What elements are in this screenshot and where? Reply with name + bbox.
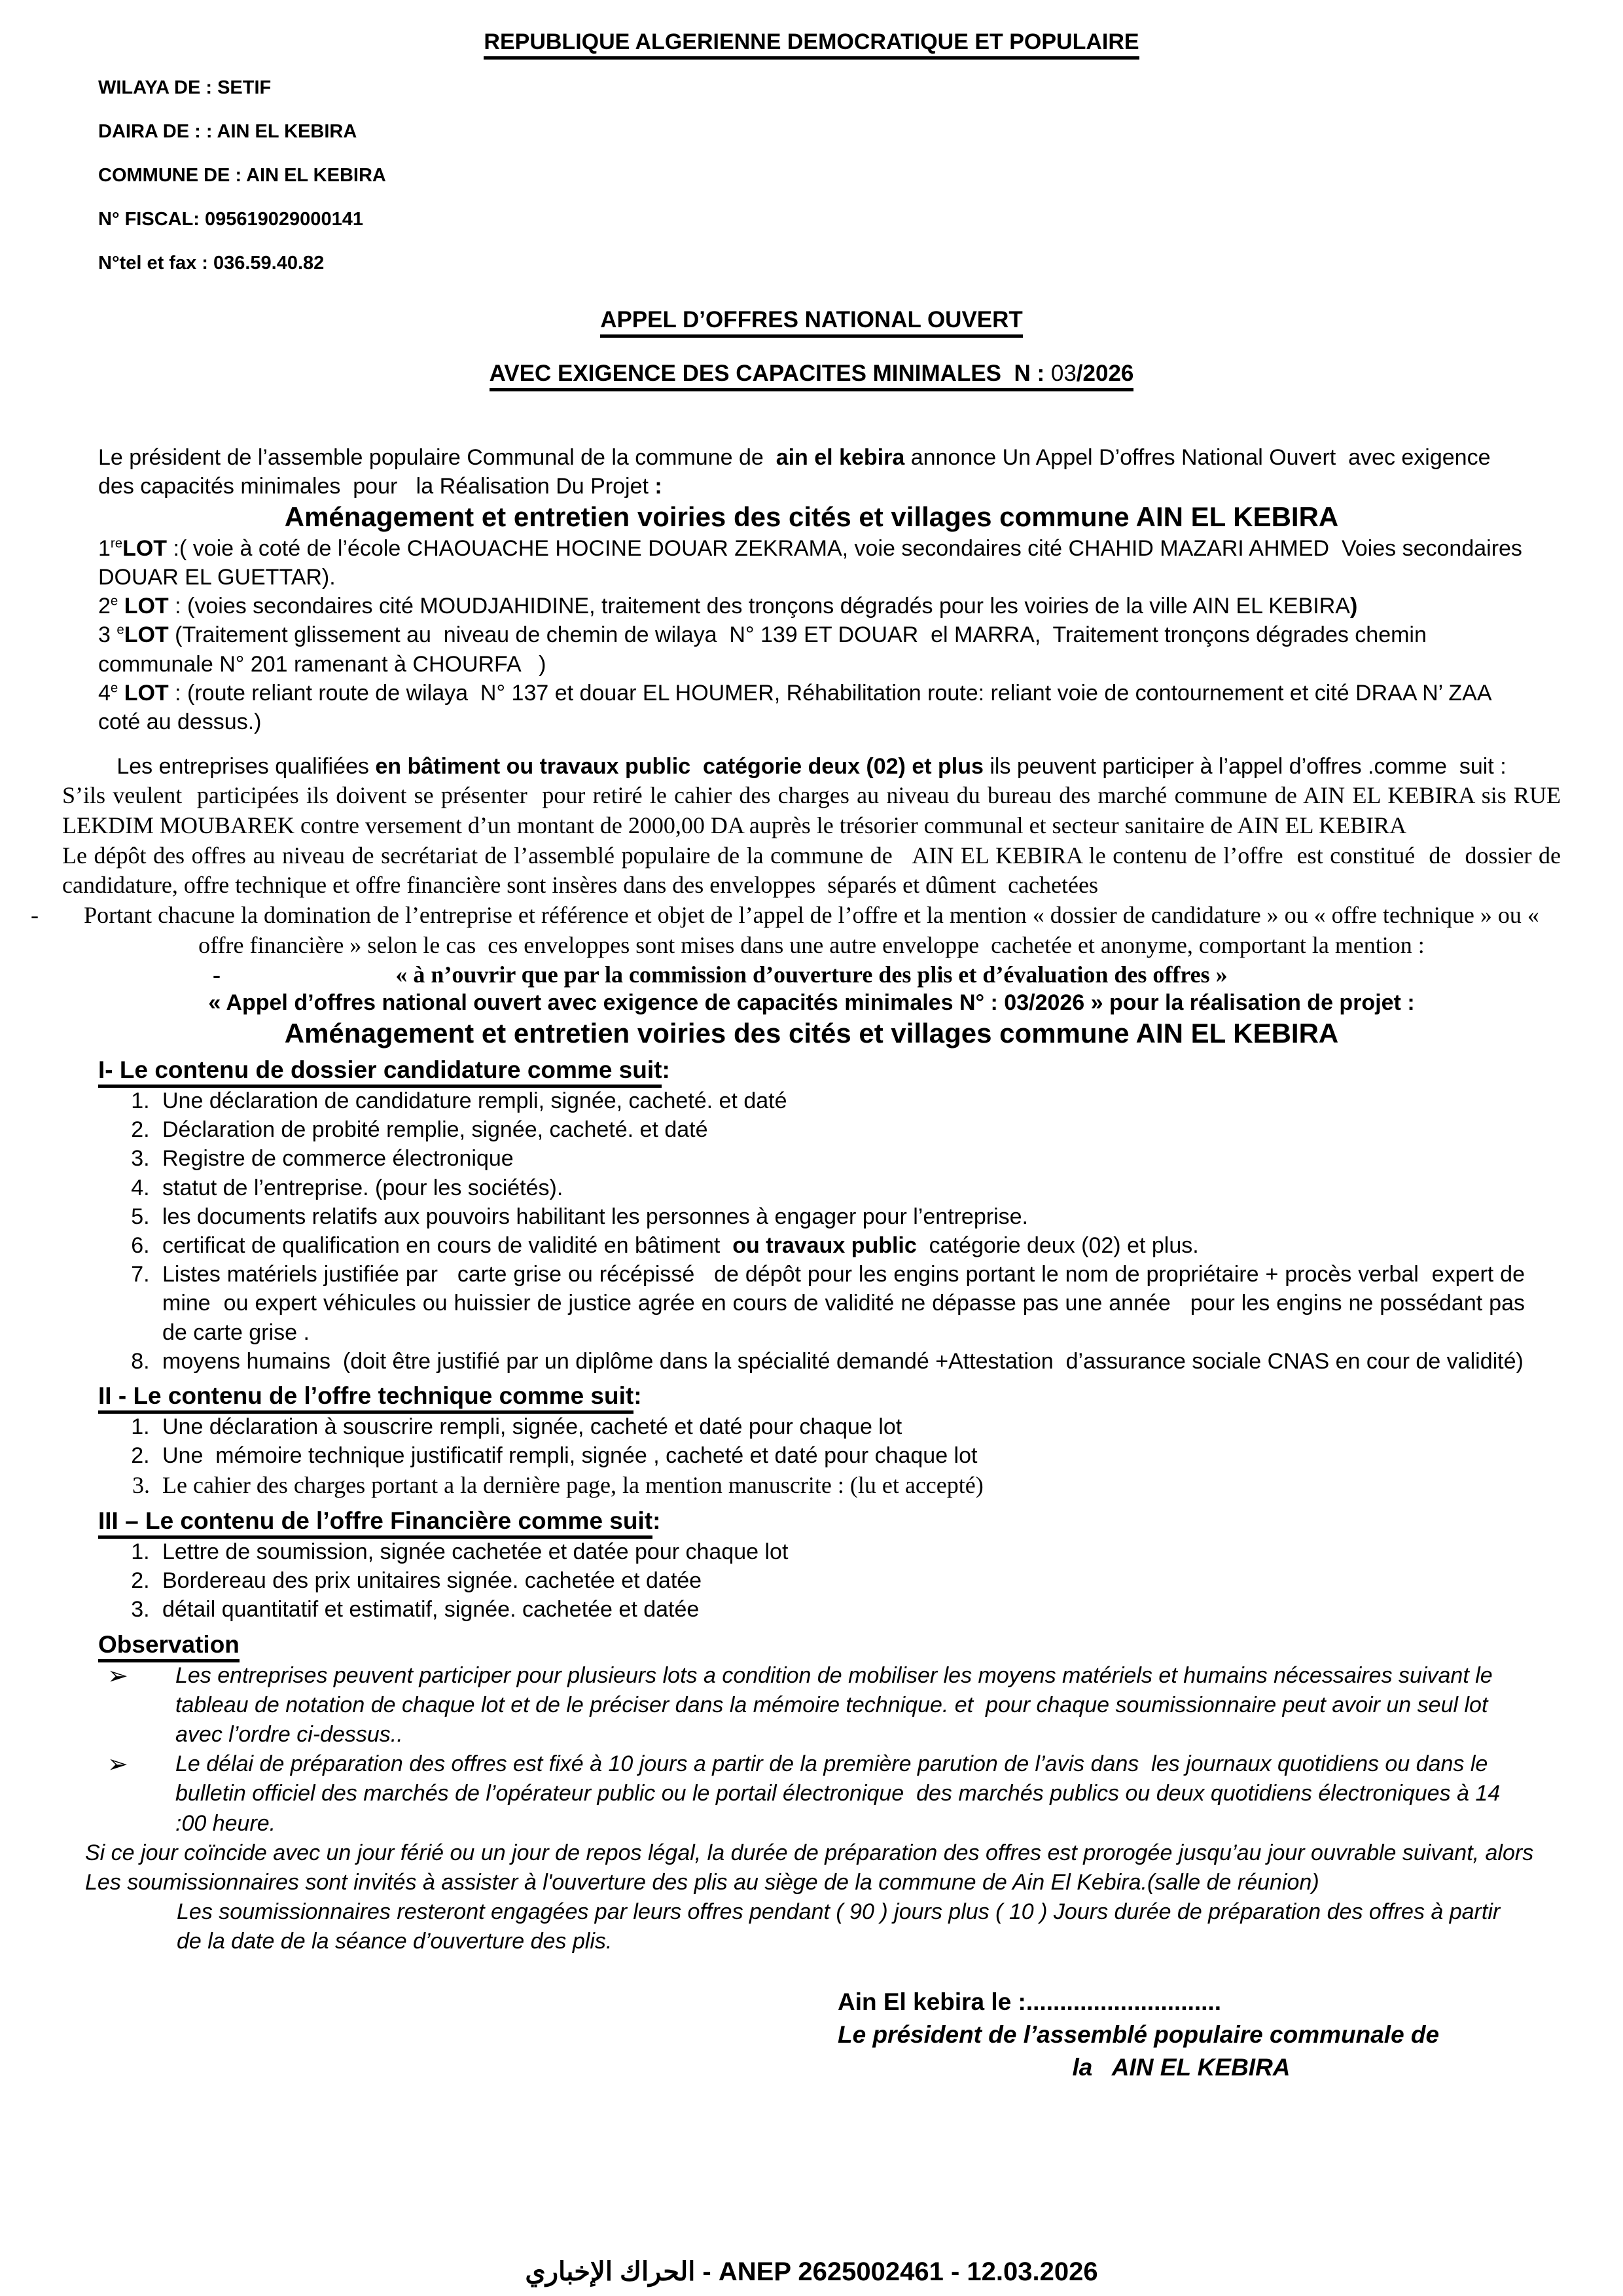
list-item: 2. Bordereau des prix unitaires signée. cachetée et datée	[156, 1566, 1525, 1595]
section-3-heading: III – Le contenu de l’offre Financière comme suit:	[98, 1505, 1525, 1537]
info-line-tel-fax: N°tel et fax : 036.59.40.82	[98, 253, 325, 274]
republic-title: REPUBLIQUE ALGERIENNE DEMOCRATIQUE ET POPULAIRE	[98, 29, 1525, 55]
arrow-bullet-icon: ➢	[107, 1662, 128, 1690]
list-item: 4. statut de l’entreprise. (pour les sociétés).	[156, 1174, 1525, 1202]
section-1-heading: I- Le contenu de dossier candidature comme suit:	[98, 1054, 1525, 1086]
lot-2: 2e LOT : (voies secondaires cité MOUDJAHIDINE, traitement des tronçons dégradés pour les voiries de la ville AIN EL KEBIRA)	[98, 594, 1358, 619]
observation-heading: Observation	[98, 1628, 1525, 1661]
commission-mention-line: - « à n’ouvrir que par la commission d’ouverture des plis et d’évaluation des offres »	[213, 961, 1228, 988]
observation-bullet-1: ➢ Les entreprises peuvent participer pour plusieurs lots a condition de mobiliser les moyens matériels et humains nécessaires suivant le tableau de notation de chaque lot et de le préciser dans la mémoire technique. et pour chaque soumissionnaire peut avoir un seul lot avec l’ordre ci-dessus..	[98, 1661, 1525, 1750]
technique-list	[98, 1412, 1525, 1501]
info-line-commune: COMMUNE DE : AIN EL KEBIRA	[98, 165, 386, 186]
project-title: Aménagement et entretien voiries des cités et villages commune AIN EL KEBIRA	[284, 501, 1339, 533]
engagement-duration-paragraph: Les soumissionnaires resteront engagées par leurs offres pendant ( 90 ) jours plus ( 10 ) Jours durée de préparation des offres à partir de la date de la séance d’ouverture des plis.	[177, 1899, 1507, 1954]
list-item: 2. Une mémoire technique justificatif rempli, signée , cacheté et daté pour chaque lot	[156, 1441, 1525, 1470]
project-title-repeat: Aménagement et entretien voiries des cités et villages commune AIN EL KEBIRA	[284, 1017, 1339, 1049]
dash-bullet: -	[213, 961, 221, 988]
dash-bullet: -	[31, 902, 39, 929]
signature-president-line: Le président de l’assemblé populaire communale de	[838, 2020, 1440, 2048]
list-item: 7. Listes matériels justifiée par carte grise ou récépissé de dépôt pour les engins portant le nom de propriétaire + procès verbal expert de mine ou expert véhicules ou huissier de justice agrée en cours de validité ne dépasse pas une année pour les engins ne possédant pas de carte grise .	[156, 1260, 1525, 1347]
list-item: 1. Une déclaration à souscrire rempli, signée, cacheté et daté pour chaque lot	[156, 1412, 1525, 1441]
intro-paragraph: Le président de l’assemble populaire Communal de la commune de ain el kebira annonce Un Appel D’offres National Ouvert avec exigence des capacités minimales pour la Réalisation Du Projet :	[98, 445, 1497, 499]
lot-3: 3 $^e$LOT (Traitement glissement au niveau de chemin de wilaya N° 139 ET DOUAR el MARRA, Traitement tronçons dégrades chemin communale N° 201 ramenant à CHOURFA )	[98, 622, 1433, 677]
qualified-companies-line: Les entreprises qualifiées en bâtiment ou travaux public catégorie deux (02) et plus ils peuvent participer à l’appel d’offres .comme suit :	[116, 754, 1507, 780]
tender-title-line1: APPEL D’OFFRES NATIONAL OUVERT	[98, 307, 1525, 333]
list-item: 3. détail quantitatif et estimatif, signée. cachetée et datée	[156, 1595, 1525, 1624]
lot-4: 4e LOT : (route reliant route de wilaya N° 137 et douar EL HOUMER, Réhabilitation route: reliant voie de contournement et cité DRAA N’ ZAA coté au dessus.)	[98, 680, 1497, 734]
list-item: 5. les documents relatifs aux pouvoirs habilitant les personnes à engager pour l’entreprise.	[156, 1202, 1525, 1231]
lot-1: 1reLOT :( voie à coté de l’école CHAOUACHE HOCINE DOUAR ZEKRAMA, voie secondaires cité CHAHID MAZARI AHMED Voies secondaires DOUAR EL GUETTAR).	[98, 535, 1529, 590]
list-item: 6. certificat de qualification en cours de validité en bâtiment ou travaux public catégorie deux (02) et plus.	[156, 1231, 1525, 1260]
section-2-heading: II - Le contenu de l’offre technique comme suit:	[98, 1380, 1525, 1412]
arrow-bullet-icon: ➢	[107, 1751, 128, 1779]
observation-bullet-2: ➢ Le délai de préparation des offres est fixé à 10 jours a partir de la première parution de l’avis dans les journaux quotidiens ou dans le bulletin officiel des marchés de l’opérateur public ou le portail électronique des marchés publics ou deux quotidiens électroniques à 14 :00 heure.	[98, 1749, 1525, 1839]
list-item: 1. Une déclaration de candidature rempli, signée, cacheté. et daté	[156, 1086, 1525, 1115]
info-line-daira: DAIRA DE : : AIN EL KEBIRA	[98, 121, 357, 142]
candidature-list	[98, 1086, 1531, 1376]
footer-anep: الحراك الإخباري - ANEP 2625002461 - 12.03.2026	[525, 2257, 1098, 2286]
cahier-charges-paragraph: S’ils veulent participées ils doivent se présenter pour retiré le cahier des charges au niveau du bureau des marché commune de AIN EL KEBIRA sis RUE LEKDIM MOUBAREK contre versement d’un montant de 2000,00 DA auprès le trésorier communal et secteur sanitaire de AIN EL KEBIRA	[62, 782, 1567, 838]
list-item: 3. Registre de commerce électronique	[156, 1144, 1525, 1173]
depot-offres-paragraph: Le dépôt des offres au niveau de secrétariat de l’assemblé populaire de la commune de AIN EL KEBIRA le contenu de l’offre est constitué de dossier de candidature, offre technique et offre financière sont insères dans des enveloppes séparés et dûment cachetées	[62, 842, 1573, 899]
list-item: 3. Le cahier des charges portant a la dernière page, la mention manuscrite : (lu et accepté)	[156, 1470, 1525, 1501]
tender-title-line2: AVEC EXIGENCE DES CAPACITES MINIMALES N : 03/2026	[98, 361, 1525, 387]
financiere-list	[98, 1537, 1525, 1624]
signature-commune-line: la AIN EL KEBIRA	[1072, 2053, 1291, 2081]
appel-offres-mention-line: « Appel d’offres national ouvert avec exigence de capacités minimales N° : 03/2026 » pour la réalisation de projet :	[208, 990, 1415, 1015]
signature-date-line: Ain El kebira le :.............................	[838, 1988, 1221, 2015]
info-line-wilaya: WILAYA DE : SETIF	[98, 77, 272, 98]
signature-block	[838, 1986, 1525, 2084]
info-line-fiscal: N° FISCAL: 095619029000141	[98, 209, 363, 230]
list-item: 8. moyens humains (doit être justifié par un diplôme dans la spécialité demandé +Attestation d’assurance sociale CNAS en cour de validité)	[156, 1347, 1525, 1376]
list-item: 1. Lettre de soumission, signée cachetée et datée pour chaque lot	[156, 1537, 1525, 1566]
list-item: 2. Déclaration de probité remplie, signée, cacheté. et daté	[156, 1115, 1525, 1144]
envelope-mention-paragraph: - Portant chacune la domination de l’entreprise et référence et objet de l’appel de l’offre et la mention « dossier de candidature » ou « offre technique » ou « offre financière » selon le cas ces enveloppes sont mises dans une autre enveloppe cachetée et anonyme, comportant la mention :	[31, 902, 1545, 958]
holiday-extension-paragraph: Si ce jour coïncide avec un jour férié ou un jour de repos légal, la durée de préparation des offres est prorogée jusqu’au jour ouvrable suivant, alors Les soumissionnaires sont invités à assister à l'ouverture des plis au siège de la commune de Ain El Kebira.(salle de réunion)	[85, 1840, 1540, 1895]
